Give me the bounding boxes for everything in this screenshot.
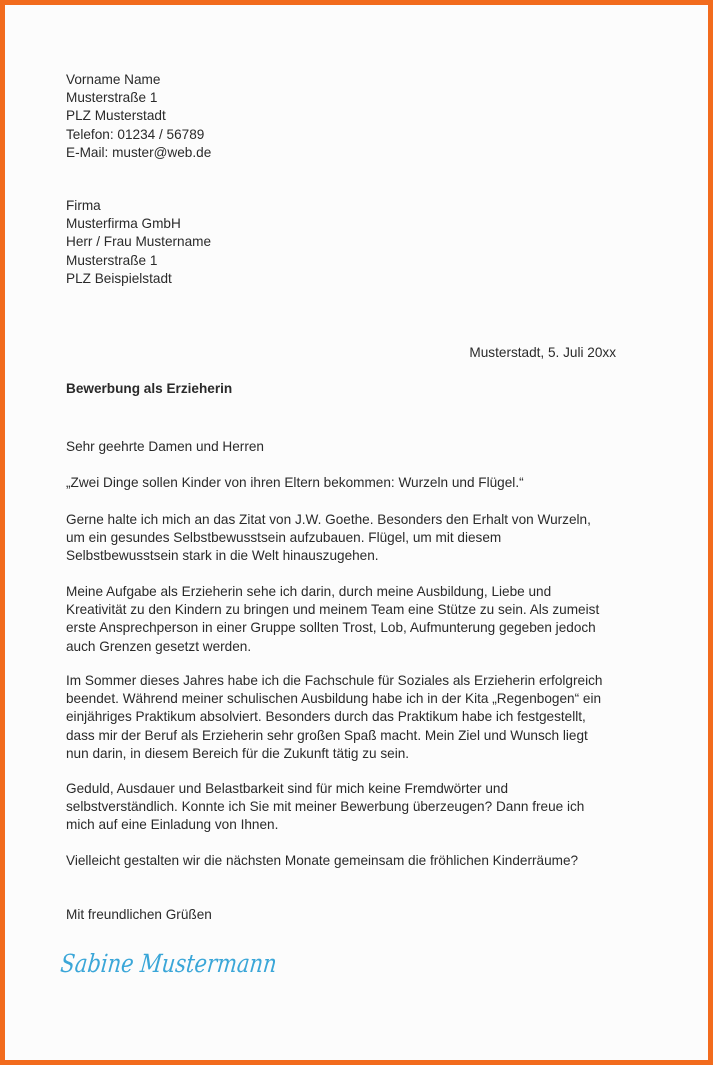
paragraph-line: Gerne halte ich mich an das Zitat von J.W. Goethe. Besonders den Erhalt von Wurzeln, bbox=[66, 512, 591, 527]
sender-city: PLZ Musterstadt bbox=[66, 108, 166, 124]
paragraph-qualities bbox=[66, 780, 584, 835]
signature bbox=[59, 932, 319, 992]
recipient-address bbox=[66, 197, 211, 288]
paragraph-quote bbox=[66, 474, 524, 492]
letter-subject: Bewerbung als Erzieherin bbox=[66, 381, 233, 396]
sender-name: Vorname Name bbox=[66, 72, 161, 87]
paragraph-line: Vielleicht gestalten wir die nächsten Monate gemeinsam die fröhlichen Kinderräume? bbox=[66, 853, 579, 868]
paragraph-line: beendet. Während meiner schulischen Ausbildung habe ich in der Kita „Regenbogen“ ein bbox=[66, 691, 602, 707]
paragraph-line: Geduld, Ausdauer und Belastbarkeit sind für mich keine Fremdwörter und bbox=[66, 781, 509, 796]
paragraph-line: Meine Aufgabe als Erzieherin sehe ich darin, durch meine Ausbildung, Liebe und bbox=[66, 584, 552, 599]
paragraph-line: dass mir der Beruf als Erzieherin sehr großen Spaß macht. Mein Ziel und Wunsch liegt bbox=[66, 727, 588, 743]
recipient-contact: Herr / Frau Mustername bbox=[66, 234, 212, 250]
sender-street: Musterstraße 1 bbox=[66, 90, 158, 106]
sender-phone: Telefon: 01234 / 56789 bbox=[66, 126, 205, 142]
paragraph-line: selbstverständlich. Konnte ich Sie mit meiner Bewerbung überzeugen? Dann freue ich bbox=[66, 799, 585, 815]
paragraph-line: nun darin, in diesem Bereich für die Zukunft tätig zu sein. bbox=[66, 745, 410, 761]
paragraph-task bbox=[66, 583, 599, 656]
recipient-company: Musterfirma GmbH bbox=[66, 216, 181, 232]
salutation: Sehr geehrte Damen und Herren bbox=[66, 439, 264, 454]
paragraph-line: einjähriges Praktikum absolviert. Besonders durch das Praktikum habe ich festgestellt, bbox=[66, 709, 586, 725]
paragraph-line: „Zwei Dinge sollen Kinder von ihren Eltern bekommen: Wurzeln und Flügel.“ bbox=[66, 475, 524, 490]
paragraph-goethe bbox=[66, 511, 591, 566]
paragraph-outlook bbox=[66, 852, 578, 870]
sender-email: E-Mail: muster@web.de bbox=[66, 144, 212, 160]
paragraph-education bbox=[66, 672, 602, 763]
closing: Mit freundlichen Grüßen bbox=[66, 907, 212, 922]
paragraph-line: erste Ansprechperson in einer Gruppe sollten Trost, Lob, Aufmunterung gegeben jedoch bbox=[66, 620, 596, 636]
paragraph-line: mich auf eine Einladung von Ihnen. bbox=[66, 817, 279, 833]
letter-date: Musterstadt, 5. Juli 20xx bbox=[469, 345, 616, 360]
recipient-city: PLZ Beispielstadt bbox=[66, 270, 172, 286]
recipient-street: Musterstraße 1 bbox=[66, 252, 158, 268]
recipient-company-label: Firma bbox=[66, 198, 101, 213]
signature-text: Sabine Mustermann bbox=[59, 949, 319, 978]
sender-address bbox=[66, 71, 211, 162]
paragraph-line: auch Grenzen gesetzt werden. bbox=[66, 638, 252, 654]
paragraph-line: um ein gesundes Selbstbewusstsein aufzubauen. Flügel, um mit diesem bbox=[66, 530, 502, 546]
paragraph-line: Kreativität zu den Kindern zu bringen und meinem Team eine Stütze zu sein. Als zumeist bbox=[66, 602, 600, 618]
paragraph-line: Selbstbewusstsein stark in die Welt hinauszugehen. bbox=[66, 548, 379, 564]
paragraph-line: Im Sommer dieses Jahres habe ich die Fachschule für Soziales als Erzieherin erfolgreich bbox=[66, 673, 603, 688]
